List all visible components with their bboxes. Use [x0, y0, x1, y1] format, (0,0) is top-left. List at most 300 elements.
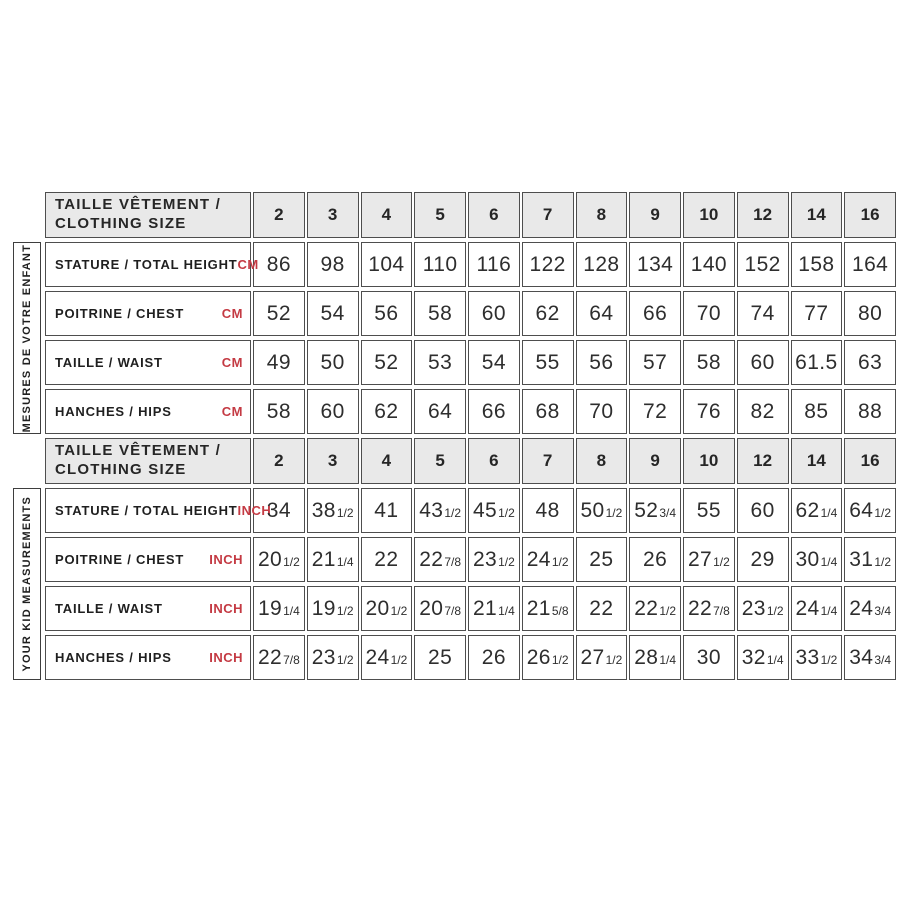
measurement-value-cell [629, 340, 681, 385]
value-whole: 50 [580, 498, 605, 522]
value-whole: 64 [589, 301, 614, 325]
value-whole: 38 [311, 498, 336, 522]
measurement-value-cell [629, 537, 681, 582]
measurement-value-cell [737, 242, 789, 287]
value-whole: 20 [257, 547, 283, 571]
size-column-header: 16 [844, 192, 896, 238]
measurement-value-cell [253, 537, 305, 582]
measurement-value-cell [844, 291, 896, 336]
value-fraction: 1/2 [551, 652, 569, 667]
size-chart-table-wrap [43, 188, 898, 684]
side-label-inch-text: YOUR KID MEASUREMENTS [21, 496, 33, 672]
measurement-row-label-cell [45, 635, 251, 680]
size-column-header: 2 [253, 438, 305, 484]
measurement-value-cell [361, 291, 413, 336]
measurement-row-label: STATURE / TOTAL HEIGHT [55, 503, 238, 518]
measurement-value-cell [737, 340, 789, 385]
value-whole: 86 [266, 252, 291, 276]
value-fraction: 1/4 [820, 505, 838, 520]
value-whole: 22 [419, 547, 444, 571]
value-fraction: 5/8 [551, 603, 569, 618]
size-column-header: 5 [414, 438, 466, 484]
size-column-header: 6 [468, 438, 520, 484]
value-whole: 64 [428, 399, 453, 423]
size-column-header: 7 [522, 192, 574, 238]
measurement-value-cell [576, 242, 628, 287]
measurement-value-cell [468, 389, 520, 434]
value-fraction: 1/2 [390, 652, 408, 667]
measurement-row-label-inner [55, 404, 243, 419]
measurement-value-cell [844, 586, 896, 631]
value-whole: 23 [472, 547, 498, 571]
side-label-inch-section [13, 488, 41, 680]
measurement-value-cell [683, 340, 735, 385]
measurement-value-cell [307, 242, 359, 287]
measurement-value-cell [414, 635, 466, 680]
measurement-value-cell [683, 586, 735, 631]
measurement-value-cell [844, 242, 896, 287]
measurement-value-cell [253, 340, 305, 385]
value-whole: 77 [804, 301, 829, 325]
value-whole: 54 [481, 350, 506, 374]
value-whole: 58 [266, 399, 291, 423]
value-whole: 122 [529, 252, 566, 276]
size-column-header: 14 [791, 438, 843, 484]
value-fraction: 1/2 [336, 505, 354, 520]
measurement-row-label-cell [45, 340, 251, 385]
measurement-value-cell [791, 291, 843, 336]
size-header-line1: TAILLE VÊTEMENT / [55, 196, 221, 214]
measurement-value-cell [576, 389, 628, 434]
value-fraction: 1/4 [766, 652, 784, 667]
value-whole: 70 [589, 399, 614, 423]
measurement-value-cell [361, 488, 413, 533]
measurement-row-label: TAILLE / WAIST [55, 601, 163, 616]
value-whole: 56 [374, 301, 399, 325]
value-whole: 28 [634, 645, 659, 669]
measurement-value-cell [307, 389, 359, 434]
value-fraction: 1/4 [336, 554, 354, 569]
measurement-value-cell [361, 635, 413, 680]
value-whole: 22 [374, 547, 399, 571]
value-whole: 62 [535, 301, 560, 325]
value-whole: 62 [374, 399, 399, 423]
value-whole: 31 [849, 547, 874, 571]
value-whole: 34 [849, 645, 874, 669]
measurement-value-cell [737, 488, 789, 533]
value-whole: 56 [589, 350, 614, 374]
value-fraction: 1/4 [283, 603, 300, 618]
value-whole: 82 [750, 399, 775, 423]
size-column-header: 3 [307, 192, 359, 238]
value-whole: 24 [795, 596, 820, 620]
measurement-row [45, 291, 896, 336]
value-fraction: 1/2 [283, 554, 300, 569]
value-fraction: 1/2 [498, 505, 515, 520]
measurement-value-cell [253, 242, 305, 287]
measurement-value-cell [414, 389, 466, 434]
measurement-row-label-cell [45, 488, 272, 533]
value-whole: 25 [428, 645, 453, 669]
value-whole: 52 [374, 350, 399, 374]
measurement-row-label-inner [55, 355, 243, 370]
measurement-value-cell [737, 291, 789, 336]
measurement-row-label-cell [45, 242, 259, 287]
measurement-value-cell [522, 537, 574, 582]
measurement-value-cell [576, 635, 628, 680]
measurement-value-cell [253, 635, 305, 680]
measurement-value-cell [522, 586, 574, 631]
value-whole: 22 [634, 596, 659, 620]
value-whole: 19 [257, 596, 283, 620]
measurement-row-label-inner [55, 503, 272, 518]
measurement-value-cell [361, 242, 413, 287]
measurement-value-cell [522, 488, 574, 533]
value-fraction: 1/2 [498, 554, 515, 569]
value-whole: 33 [795, 645, 820, 669]
measurement-value-cell [844, 537, 896, 582]
value-fraction: 1/2 [659, 603, 677, 618]
value-whole: 80 [858, 301, 883, 325]
measurement-value-cell [576, 291, 628, 336]
value-whole: 49 [266, 350, 291, 374]
measurement-row-label: POITRINE / CHEST [55, 306, 185, 321]
unit-label: INCH [209, 650, 243, 665]
measurement-value-cell [522, 389, 574, 434]
measurement-row-label-inner [55, 306, 243, 321]
measurement-value-cell [791, 340, 843, 385]
value-whole: 64 [849, 498, 874, 522]
value-whole: 27 [687, 547, 713, 571]
value-fraction: 1/2 [820, 652, 838, 667]
size-column-header: 4 [361, 192, 413, 238]
value-whole: 23 [311, 645, 336, 669]
value-whole: 21 [472, 596, 498, 620]
measurement-value-cell [361, 389, 413, 434]
measurement-value-cell [791, 389, 843, 434]
measurement-value-cell [844, 635, 896, 680]
measurement-value-cell [576, 586, 628, 631]
measurement-value-cell [683, 389, 735, 434]
measurement-value-cell [522, 635, 574, 680]
size-column-header: 7 [522, 438, 574, 484]
measurement-row [45, 340, 896, 385]
measurement-value-cell [576, 340, 628, 385]
measurement-row-label-inner [55, 552, 243, 567]
measurement-value-cell [522, 242, 574, 287]
measurement-value-cell [629, 389, 681, 434]
value-whole: 29 [750, 547, 775, 571]
measurement-value-cell [576, 488, 628, 533]
measurement-value-cell [468, 242, 520, 287]
value-whole: 24 [365, 645, 390, 669]
value-whole: 48 [535, 498, 560, 522]
value-whole: 128 [583, 252, 620, 276]
value-whole: 26 [481, 645, 506, 669]
value-whole: 116 [476, 252, 512, 276]
side-label-cm-section [13, 242, 41, 434]
measurement-value-cell [629, 586, 681, 631]
value-fraction: 3/4 [874, 652, 892, 667]
value-whole: 134 [637, 252, 674, 276]
value-whole: 24 [526, 547, 551, 571]
value-fraction: 1/2 [551, 554, 569, 569]
measurement-row-label-inner [55, 650, 243, 665]
size-column-header: 14 [791, 192, 843, 238]
value-whole: 60 [481, 301, 506, 325]
measurement-row-label: TAILLE / WAIST [55, 355, 163, 370]
value-whole: 152 [744, 252, 781, 276]
value-whole: 164 [852, 252, 889, 276]
value-whole: 52 [266, 301, 291, 325]
value-whole: 110 [422, 252, 458, 276]
measurement-value-cell [683, 488, 735, 533]
measurement-row [45, 389, 896, 434]
value-whole: 98 [320, 252, 345, 276]
value-fraction: 1/2 [336, 603, 354, 618]
measurement-row-label: HANCHES / HIPS [55, 650, 172, 665]
measurement-row-label-inner [55, 601, 243, 616]
measurement-row [45, 586, 896, 631]
value-whole: 85 [804, 399, 829, 423]
value-whole: 63 [858, 350, 883, 374]
measurement-value-cell [468, 340, 520, 385]
size-column-header: 2 [253, 192, 305, 238]
measurement-value-cell [361, 586, 413, 631]
measurement-value-cell [253, 389, 305, 434]
size-column-header: 12 [737, 192, 789, 238]
size-column-header: 16 [844, 438, 896, 484]
value-fraction: 1/4 [820, 554, 838, 569]
measurement-value-cell [253, 291, 305, 336]
measurement-value-cell [414, 537, 466, 582]
size-header-row [45, 438, 896, 484]
value-whole: 60 [320, 399, 345, 423]
value-whole: 104 [368, 252, 405, 276]
value-fraction: 1/2 [605, 652, 623, 667]
value-whole: 22 [589, 596, 614, 620]
value-whole: 60 [750, 350, 775, 374]
measurement-row-label-cell [45, 389, 251, 434]
measurement-value-cell [361, 340, 413, 385]
size-column-header: 6 [468, 192, 520, 238]
unit-label: INCH [209, 601, 243, 616]
value-fraction: 1/2 [874, 505, 892, 520]
measurement-row-label: STATURE / TOTAL HEIGHT [55, 257, 238, 272]
value-fraction: 7/8 [444, 554, 462, 569]
value-whole: 24 [849, 596, 874, 620]
measurement-value-cell [307, 488, 359, 533]
value-fraction: 1/2 [390, 603, 408, 618]
measurement-value-cell [683, 242, 735, 287]
measurement-value-cell [737, 635, 789, 680]
size-column-header: 10 [683, 192, 735, 238]
value-whole: 41 [374, 498, 399, 522]
value-whole: 30 [696, 645, 721, 669]
measurement-row-label: POITRINE / CHEST [55, 552, 185, 567]
measurement-row [45, 635, 896, 680]
value-whole: 34 [266, 498, 291, 522]
value-whole: 61.5 [795, 350, 838, 374]
size-column-header: 9 [629, 438, 681, 484]
value-whole: 74 [750, 301, 775, 325]
measurement-row-label-inner [55, 257, 259, 272]
value-whole: 68 [535, 399, 560, 423]
size-column-header: 12 [737, 438, 789, 484]
value-fraction: 1/2 [874, 554, 892, 569]
value-fraction: 7/8 [283, 652, 300, 667]
measurement-value-cell [791, 242, 843, 287]
measurement-row-label-cell [45, 291, 251, 336]
unit-label: INCH [209, 552, 243, 567]
value-whole: 20 [419, 596, 444, 620]
size-header-line2: CLOTHING SIZE [55, 461, 187, 478]
measurement-value-cell [468, 291, 520, 336]
value-whole: 72 [643, 399, 668, 423]
measurement-value-cell [737, 537, 789, 582]
measurement-value-cell [468, 586, 520, 631]
measurement-value-cell [791, 488, 843, 533]
measurement-value-cell [844, 488, 896, 533]
value-whole: 52 [634, 498, 659, 522]
value-fraction: 1/2 [713, 554, 730, 569]
value-whole: 66 [481, 399, 506, 423]
measurement-value-cell [629, 488, 681, 533]
size-column-header: 3 [307, 438, 359, 484]
measurement-row [45, 242, 896, 287]
size-chart-table [43, 188, 898, 684]
measurement-value-cell [307, 340, 359, 385]
value-fraction: 7/8 [444, 603, 462, 618]
value-whole: 54 [320, 301, 345, 325]
value-whole: 50 [320, 350, 345, 374]
measurement-value-cell [844, 340, 896, 385]
measurement-value-cell [737, 586, 789, 631]
measurement-value-cell [414, 586, 466, 631]
value-whole: 32 [741, 645, 766, 669]
measurement-value-cell [683, 635, 735, 680]
measurement-value-cell [468, 537, 520, 582]
value-whole: 26 [526, 645, 551, 669]
value-whole: 55 [535, 350, 560, 374]
value-whole: 21 [526, 596, 551, 620]
value-fraction: 3/4 [659, 505, 677, 520]
value-whole: 20 [365, 596, 390, 620]
value-whole: 25 [589, 547, 614, 571]
measurement-row [45, 488, 896, 533]
size-column-header: 8 [576, 192, 628, 238]
measurement-value-cell [361, 537, 413, 582]
measurement-value-cell [522, 291, 574, 336]
size-column-header: 4 [361, 438, 413, 484]
measurement-value-cell [791, 635, 843, 680]
measurement-value-cell [683, 291, 735, 336]
unit-label: INCH [237, 503, 272, 518]
measurement-value-cell [468, 635, 520, 680]
value-fraction: 1/2 [766, 603, 784, 618]
value-whole: 66 [643, 301, 668, 325]
value-whole: 76 [696, 399, 721, 423]
value-whole: 58 [696, 350, 721, 374]
size-header-line2: CLOTHING SIZE [55, 215, 187, 232]
measurement-value-cell [414, 291, 466, 336]
measurement-value-cell [683, 537, 735, 582]
value-whole: 27 [580, 645, 605, 669]
value-whole: 23 [741, 596, 766, 620]
measurement-row-label: HANCHES / HIPS [55, 404, 172, 419]
value-whole: 55 [696, 498, 721, 522]
value-whole: 158 [798, 252, 835, 276]
measurement-value-cell [414, 488, 466, 533]
measurement-value-cell [307, 537, 359, 582]
value-fraction: 1/2 [444, 505, 462, 520]
value-whole: 22 [687, 596, 713, 620]
measurement-value-cell [307, 635, 359, 680]
value-whole: 70 [696, 301, 721, 325]
value-whole: 58 [428, 301, 453, 325]
value-whole: 26 [643, 547, 668, 571]
value-fraction: 1/4 [820, 603, 838, 618]
value-whole: 57 [643, 350, 668, 374]
unit-label: CM [237, 257, 259, 272]
measurement-row-label-cell [45, 537, 251, 582]
measurement-value-cell [629, 242, 681, 287]
measurement-value-cell [414, 340, 466, 385]
value-whole: 30 [795, 547, 820, 571]
measurement-value-cell [468, 488, 520, 533]
value-fraction: 1/4 [498, 603, 515, 618]
measurement-value-cell [629, 635, 681, 680]
value-fraction: 1/4 [659, 652, 677, 667]
measurement-row-label-cell [45, 586, 251, 631]
value-whole: 43 [419, 498, 444, 522]
value-fraction: 1/2 [605, 505, 623, 520]
size-header-line1: TAILLE VÊTEMENT / [55, 442, 221, 460]
measurement-value-cell [844, 389, 896, 434]
measurement-value-cell [737, 389, 789, 434]
value-whole: 45 [472, 498, 498, 522]
measurement-value-cell [307, 291, 359, 336]
value-fraction: 1/2 [336, 652, 354, 667]
value-fraction: 3/4 [874, 603, 892, 618]
measurement-value-cell [253, 586, 305, 631]
size-column-header: 10 [683, 438, 735, 484]
measurement-value-cell [576, 537, 628, 582]
measurement-value-cell [791, 537, 843, 582]
unit-label: CM [221, 355, 243, 370]
value-whole: 19 [311, 596, 336, 620]
size-header-label [45, 192, 251, 238]
value-whole: 22 [257, 645, 283, 669]
unit-label: CM [221, 404, 243, 419]
value-whole: 53 [428, 350, 453, 374]
measurement-row [45, 537, 896, 582]
size-column-header: 9 [629, 192, 681, 238]
size-column-header: 5 [414, 192, 466, 238]
value-whole: 140 [690, 252, 727, 276]
value-whole: 88 [858, 399, 883, 423]
size-header-row [45, 192, 896, 238]
measurement-value-cell [307, 586, 359, 631]
value-whole: 60 [750, 498, 775, 522]
measurement-value-cell [791, 586, 843, 631]
measurement-value-cell [629, 291, 681, 336]
size-header-label [45, 438, 251, 484]
value-fraction: 7/8 [713, 603, 730, 618]
side-label-cm-text: MESURES DE VOTRE ENFANT [21, 243, 33, 433]
measurement-value-cell [414, 242, 466, 287]
unit-label: CM [221, 306, 243, 321]
